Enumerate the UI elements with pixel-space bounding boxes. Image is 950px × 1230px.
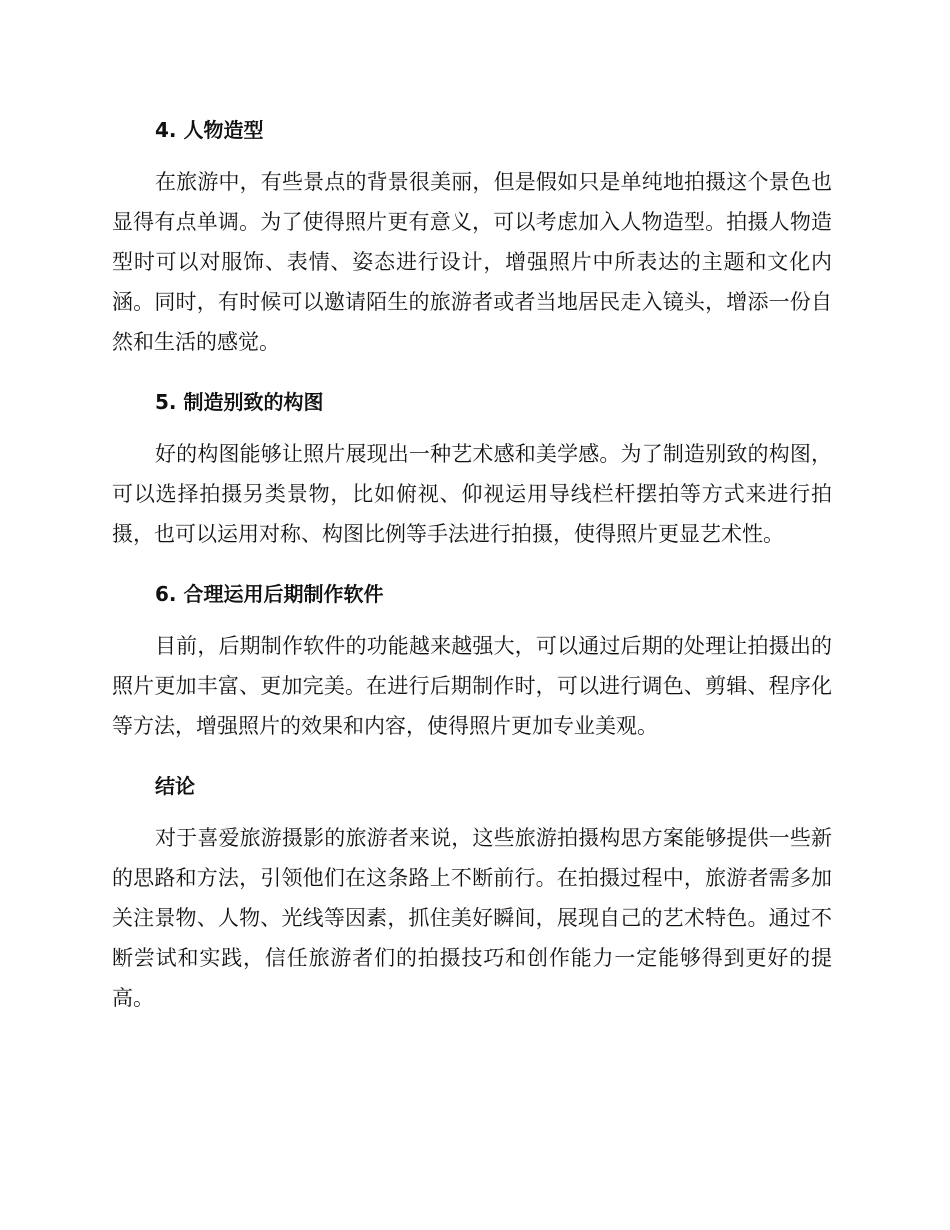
section-heading-composition: 5. 制造别致的构图: [155, 390, 324, 414]
section-paragraph-composition: 好的构图能够让照片展现出一种艺术感和美学感。为了制造别致的构图，可以选择拍摄另类景物，比如俯视、仰视运用导线栏杆摆拍等方式来进行拍摄，也可以运用对称、构图比例等手法进行拍摄，使得照片更显艺术性。: [112, 442, 832, 546]
section-heading-conclusion: 结论: [155, 774, 195, 798]
section-heading-post-processing: 6. 合理运用后期制作软件: [155, 582, 384, 606]
section-heading-character-styling: 4. 人物造型: [155, 118, 264, 142]
section-paragraph-post-processing: 目前，后期制作软件的功能越来越强大，可以通过后期的处理让拍摄出的照片更加丰富、更加完美。在进行后期制作时，可以进行调色、剪辑、程序化等方法，增强照片的效果和内容，使得照片更加专业美观。: [112, 634, 832, 738]
section-paragraph-character-styling: 在旅游中，有些景点的背景很美丽，但是假如只是单纯地拍摄这个景色也显得有点单调。为了使得照片更有意义，可以考虑加入人物造型。拍摄人物造型时可以对服饰、表情、姿态进行设计，增强照片中所表达的主题和文化内涵。同时，有时候可以邀请陌生的旅游者或者当地居民走入镜头，增添一份自然和生活的感觉。: [112, 170, 832, 354]
document-body: [112, 110, 832, 1038]
section-paragraph-conclusion: 对于喜爱旅游摄影的旅游者来说，这些旅游拍摄构思方案能够提供一些新的思路和方法，引领他们在这条路上不断前行。在拍摄过程中，旅游者需多加关注景物、人物、光线等因素，抓住美好瞬间，展现自己的艺术特色。通过不断尝试和实践，信任旅游者们的拍摄技巧和创作能力一定能够得到更好的提高。: [112, 826, 832, 1010]
